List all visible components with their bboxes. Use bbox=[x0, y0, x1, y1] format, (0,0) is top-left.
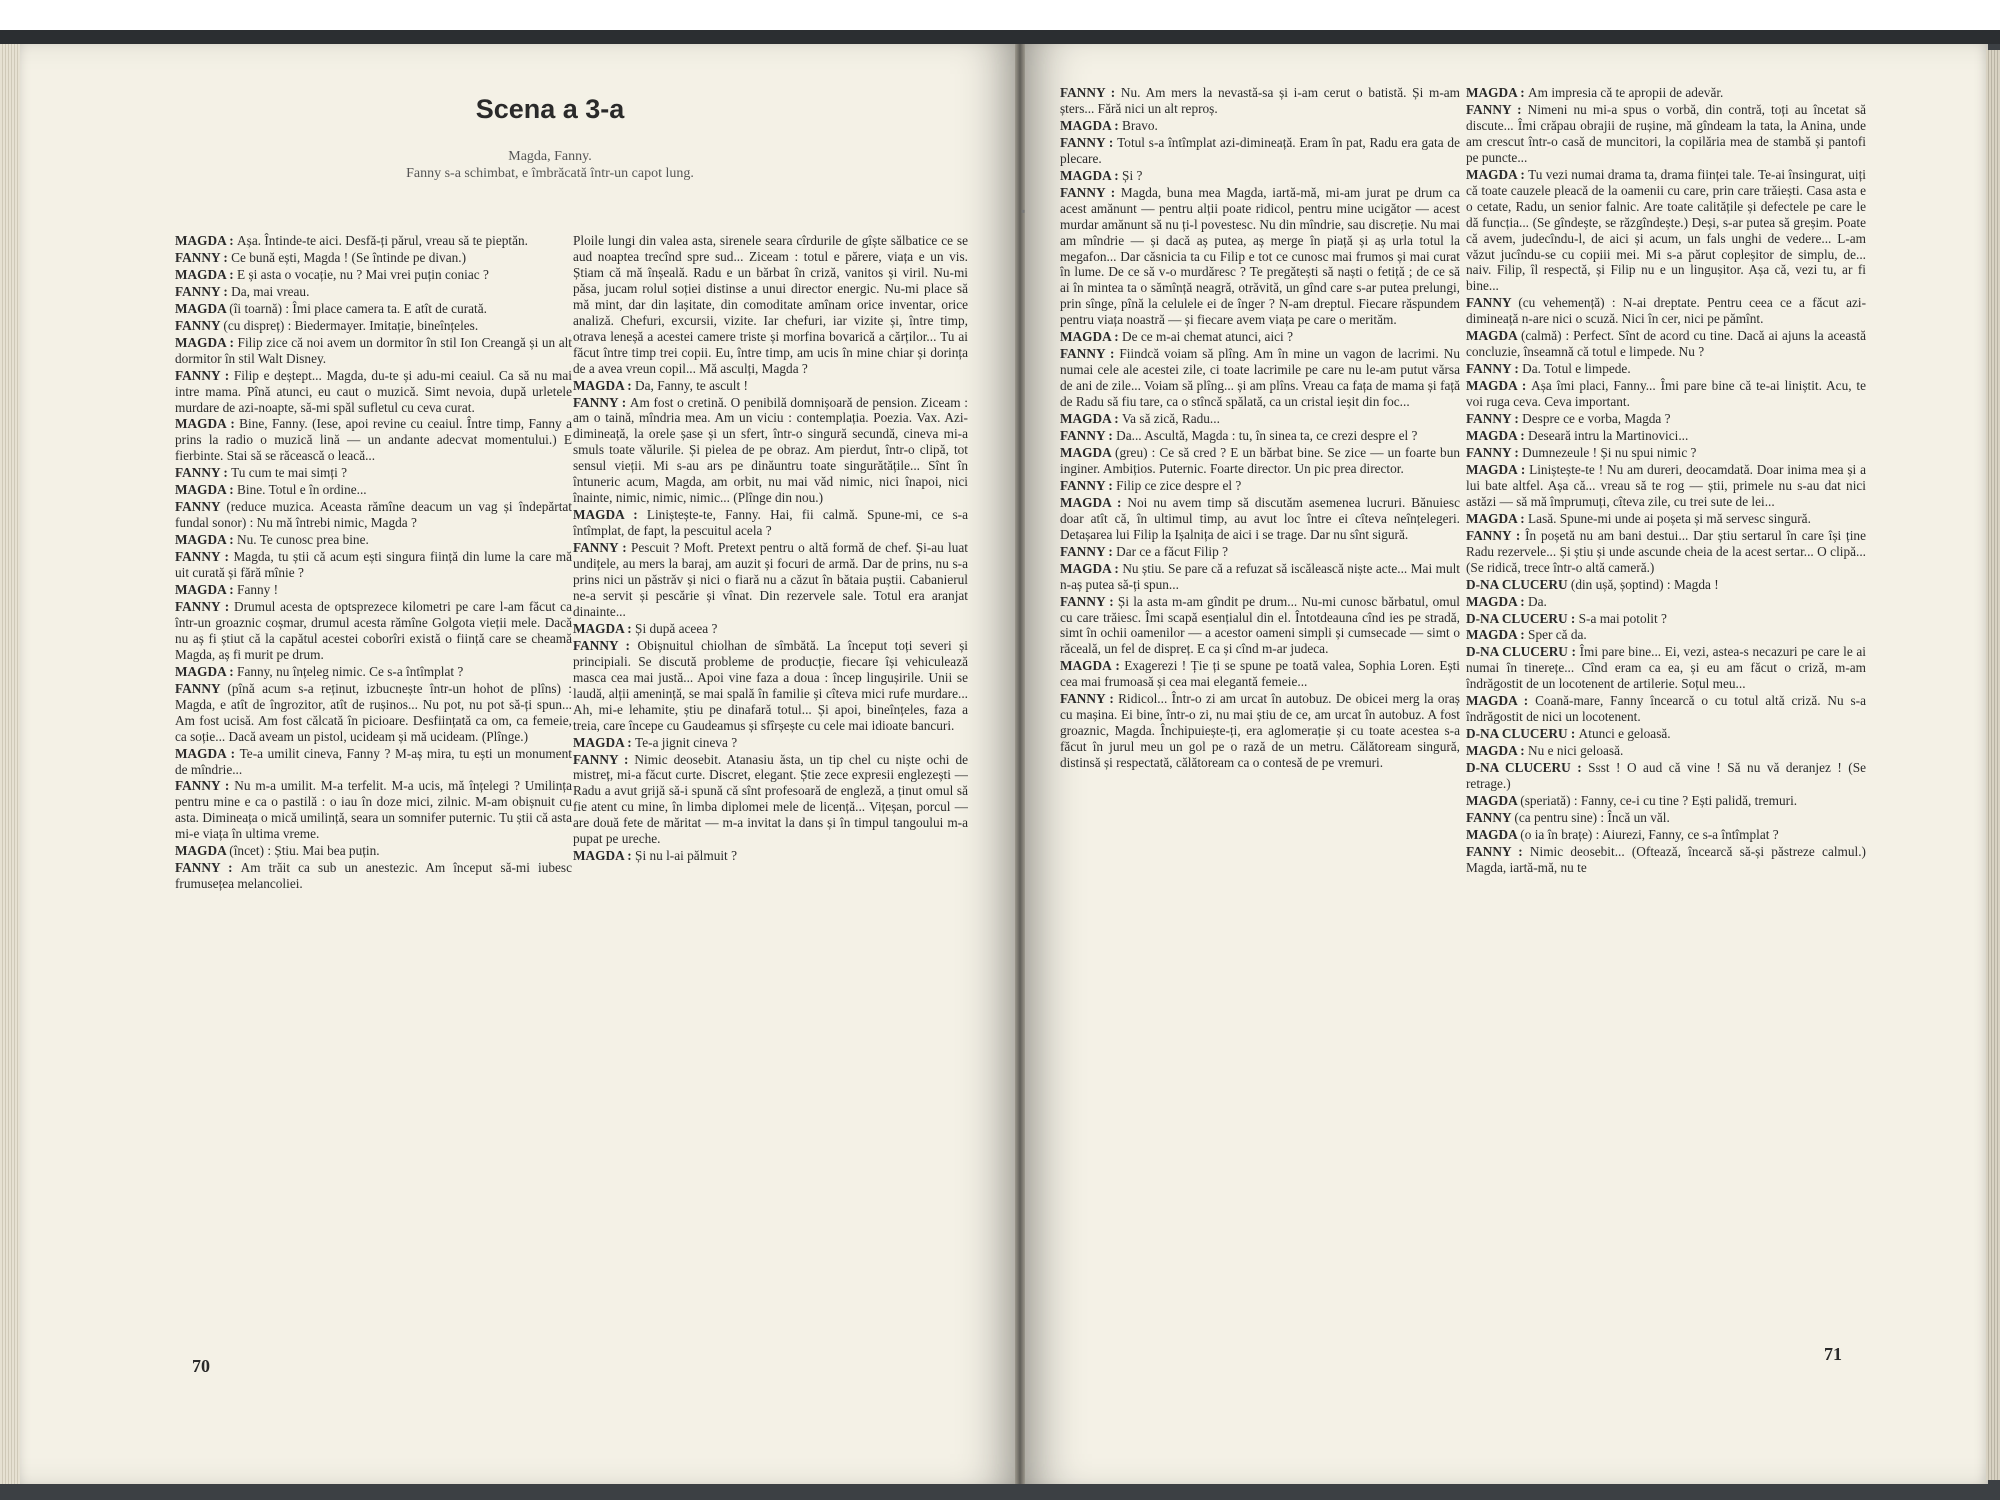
speaker-name: FANNY : bbox=[573, 394, 630, 410]
speaker-name: FANNY : bbox=[1466, 361, 1523, 377]
dialogue-text: (încet) : Știu. Mai bea puțin. bbox=[229, 843, 380, 859]
dialogue-line bbox=[1466, 411, 1866, 427]
dialogue-text: Atunci e geloasă. bbox=[1578, 726, 1671, 742]
page-number-left: 70 bbox=[192, 1356, 210, 1376]
speaker-name: MAGDA : bbox=[1060, 411, 1123, 427]
dialogue-text: Ridicol... Într-o zi am urcat în autobuz. De obicei merg la oraș cu mașina. Ei bine, într-o zi, nu mai știu de ce, am urcat în autobuz. A fost groaznic, Magda. Închipuiește-ți, era aglomerație și cu toate acestea s-a făcut în jurul meu un gol pe o rază de un metru. Călătoream singură, distinsă și respectată, călătoream ca o contesă de pe vremuri. bbox=[1060, 691, 1460, 771]
speaker-name: MAGDA : bbox=[175, 532, 238, 548]
dialogue-text: Filip zice că noi avem un dormitor în stil Ion Creangă și un alt dormitor în stil Walt Disney. bbox=[175, 334, 572, 366]
dialogue-line bbox=[175, 549, 572, 581]
speaker-name: D-NA CLUCERU : bbox=[1466, 726, 1579, 742]
dialogue-line bbox=[175, 582, 572, 598]
dialogue-line bbox=[1060, 658, 1460, 690]
dialogue-text: Filip ce zice despre el ? bbox=[1116, 477, 1242, 493]
dialogue-line bbox=[1466, 85, 1866, 101]
speaker-name: FANNY : bbox=[1060, 85, 1121, 100]
dialogue-line bbox=[175, 664, 572, 680]
dialogue-line bbox=[175, 233, 572, 249]
dialogue-line bbox=[175, 746, 572, 778]
dialogue-line bbox=[175, 465, 572, 481]
speaker-name: FANNY : bbox=[1060, 346, 1120, 362]
dialogue-text: (o ia în brațe) : Aiurezi, Fanny, ce s-a întîmplat ? bbox=[1520, 826, 1779, 842]
speaker-name: FANNY bbox=[1466, 809, 1515, 825]
dialogue-text: E și asta o vocație, nu ? Mai vrei puțin coniac ? bbox=[237, 266, 489, 282]
speaker-name: FANNY : bbox=[1466, 527, 1526, 543]
dialogue-line bbox=[175, 368, 572, 416]
dialogue-line bbox=[1466, 693, 1866, 725]
speaker-name: MAGDA bbox=[1466, 792, 1521, 808]
speaker-name: FANNY : bbox=[1466, 411, 1523, 427]
dialogue-line bbox=[1466, 378, 1866, 410]
dialogue-line bbox=[1466, 445, 1866, 461]
dialogue-text: Nimeni nu mi-a spus o vorbă, din contră, toți au încetat să discute... Îmi crăpau obrajii de rușine, mă gîndeam la tata, la Anina, unde am crescut într-o casă de muncitori, la copilăria mea de stambă și pantofi pe puncte... bbox=[1466, 101, 1866, 165]
dialogue-text: Bine. Totul e în ordine... bbox=[237, 482, 367, 498]
dialogue-line bbox=[1060, 346, 1460, 410]
speaker-name: FANNY : bbox=[175, 465, 232, 481]
speaker-name: FANNY : bbox=[1466, 444, 1523, 460]
dialogue-line bbox=[1466, 511, 1866, 527]
scene-characters bbox=[250, 148, 850, 182]
dialogue-text: S-a mai potolit ? bbox=[1578, 610, 1667, 626]
dialogue-line bbox=[1060, 118, 1460, 134]
dialogue-line bbox=[175, 499, 572, 531]
dialogue-text: Și după aceea ? bbox=[635, 620, 718, 636]
speaker-name: MAGDA : bbox=[175, 416, 240, 432]
dialogue-line bbox=[1466, 167, 1866, 295]
dialogue-text: Lasă. Spune-mi unde ai poșeta și mă servesc singură. bbox=[1528, 510, 1811, 526]
page-number-right: 71 bbox=[1824, 1344, 1842, 1364]
dialogue-line bbox=[1060, 478, 1460, 494]
dialogue-line bbox=[1060, 185, 1460, 329]
dialogue-text: Fanny, nu înțeleg nimic. Ce s-a întîmplat ? bbox=[237, 663, 464, 679]
dialogue-text: Nu. Am mers la nevastă-sa și i-am cerut o batistă. Și m-am șters... Fără nici un alt reproș. bbox=[1060, 85, 1460, 116]
left-page-column-2 bbox=[573, 233, 968, 1375]
speaker-name: MAGDA : bbox=[175, 663, 238, 679]
speaker-name: FANNY : bbox=[1060, 543, 1117, 559]
dialogue-line bbox=[573, 378, 968, 394]
speaker-name: D-NA CLUCERU bbox=[1466, 576, 1571, 592]
dialogue-line bbox=[175, 250, 572, 266]
speaker-name: MAGDA : bbox=[1466, 693, 1536, 709]
dialogue-text: Magda, tu știi că acum ești singura ființă din lume la care mă uit curată și fără mînie ? bbox=[175, 549, 572, 581]
scene-cast-line: Magda, Fanny. bbox=[508, 149, 592, 164]
dialogue-text: Drumul acesta de optsprezece kilometri pe care l-am făcut ca într-un groaznic coșmar, drumul acesta rămîne Golgota vieții mele. Dacă nu aș fi știut că la capătul acestei coborîri există o ființă care se cheamă Magda, aș fi murit pe drum. bbox=[175, 598, 572, 662]
dialogue-text: Deseară intru la Martinovici... bbox=[1528, 428, 1689, 444]
speaker-name: MAGDA : bbox=[1060, 117, 1123, 133]
dialogue-text: Coană-mare, Fanny încearcă o cu totul altă criză. Nu s-a îndrăgostit de nici un locotenent. bbox=[1466, 693, 1866, 725]
speaker-name: FANNY : bbox=[175, 367, 234, 383]
dialogue-text: Totul s-a întîmplat azi-dimineață. Eram în pat, Radu era gata de plecare. bbox=[1060, 134, 1460, 166]
speaker-name: FANNY : bbox=[175, 778, 235, 794]
dialogue-text: Da... Ascultă, Magda : tu, în sinea ta, ce crezi despre el ? bbox=[1116, 428, 1418, 444]
dialogue-text: Bravo. bbox=[1122, 117, 1158, 133]
dialogue-line bbox=[1466, 726, 1866, 742]
left-page-column-1 bbox=[175, 233, 572, 1375]
speaker-name: MAGDA bbox=[1466, 826, 1521, 842]
speaker-name: FANNY : bbox=[1060, 477, 1117, 493]
dialogue-line bbox=[175, 335, 572, 367]
speaker-name: MAGDA bbox=[175, 300, 230, 316]
speaker-name: MAGDA : bbox=[1466, 428, 1529, 444]
dialogue-line bbox=[1060, 411, 1460, 427]
speaker-name: MAGDA : bbox=[573, 848, 636, 864]
speaker-name: MAGDA : bbox=[1466, 85, 1529, 100]
speaker-name: MAGDA : bbox=[1466, 510, 1529, 526]
margin-mark: ▪ bbox=[1021, 204, 1026, 218]
dialogue-text: Exagerezi ! Ție ți se spune pe toată valea, Sophia Loren. Ești cea mai frumoasă și cea mai elegantă femeie... bbox=[1060, 658, 1460, 690]
dialogue-text: (pînă acum s-a reținut, izbucnește într-un hohot de plîns) : Magda, e atît de îngrozitor, atît de rușinos... Nu pot, nu pot să-ți spun... Am fost ucisă. Am fost călcată în picioare. Desființată ca om, ca femeie, ca soție... Dacă aveam un pistol, ucideam și mă ucideam. (Plînge.) bbox=[175, 680, 572, 744]
dialogue-text: Ssst ! O aud că vine ! Să nu vă deranjez ! (Se retrage.) bbox=[1466, 760, 1866, 792]
dialogue-line bbox=[1466, 577, 1866, 593]
speaker-name: D-NA CLUCERU : bbox=[1466, 610, 1579, 626]
dialogue-text: Tu vezi numai drama ta, drama ființei tale. Te-ai însingurat, uiți că toate cauzele pleacă de la oamenii cu care, prin care trăiești. Casa asta e o cetate, Radu, un senior falnic. Are toate calitățile și defectele pe care le dă funcția... (Se gîndește, se răzgîndește.) Deși, s-ar putea să greșim. Poate că avem, judecîndu-l, de aici și acum, un fals unghi de vedere... L-am văzut jucîndu-se cu copiii mei. Mi s-a părut copleșitor de simplu, de... naiv. Filip, îl respectă, și Filip nu e un lingușitor. Așa că, vezi tu, ar fi bine... bbox=[1466, 166, 1866, 294]
dialogue-line bbox=[175, 532, 572, 548]
dialogue-text: Nu m-a umilit. M-a terfelit. M-a ucis, mă înțelegi ? Umilința pentru mine e ca o pastilă : o iau în doze mici, zilnic. M-am obișnuit cu asta. Dimineața o mică umilință, seara un somnifer puternic. Tu știi că asta mi-e viața în ultima vreme. bbox=[175, 778, 572, 842]
dialogue-line bbox=[1060, 168, 1460, 184]
dialogue-text: (calmă) : Perfect. Sînt de acord cu tine. Dacă ai ajuns la această concluzie, înseamnă că totul e limpede. Nu ? bbox=[1466, 328, 1866, 360]
dialogue-line bbox=[1466, 743, 1866, 759]
dialogue-line bbox=[1060, 561, 1460, 593]
speaker-name: FANNY bbox=[175, 317, 224, 333]
speaker-name: MAGDA : bbox=[1466, 743, 1529, 759]
speaker-name: FANNY : bbox=[1466, 843, 1530, 859]
dialogue-line bbox=[573, 540, 968, 620]
dialogue-text: Ce bună ești, Magda ! (Se întinde pe divan.) bbox=[231, 249, 466, 265]
dialogue-line bbox=[1466, 102, 1866, 166]
speaker-name: MAGDA : bbox=[175, 745, 240, 761]
speaker-name: MAGDA bbox=[1466, 328, 1521, 344]
dialogue-text: Fiindcă voiam să plîng. Am în mine un vagon de lacrimi. Nu numai cele ale acestei zile, ci toate lacrimile pe care nu le-am putut vărsa de ani de zile... Voiam să plîng... și am plîns. Vreau ca fața de mama și față de Radu să fiu tare, ca o stîncă spălată, ca un cristal ieșit din foc... bbox=[1060, 346, 1460, 410]
dialogue-text: Da. Totul e limpede. bbox=[1522, 361, 1631, 377]
speaker-name: FANNY bbox=[175, 680, 228, 696]
dialogue-text: Așa îmi placi, Fanny... Îmi pare bine că te-ai liniștit. Acu, te voi ruga ceva. Ceva important. bbox=[1466, 378, 1866, 410]
dialogue-text: Te-a umilit cineva, Fanny ? M-aș mira, tu ești un monument de mîndrie... bbox=[175, 745, 572, 777]
dialogue-line bbox=[573, 507, 968, 539]
dialogue-text: (cu dispreț) : Biedermayer. Imitație, bineînțeles. bbox=[223, 317, 479, 333]
dialogue-text: Obișnuitul chiolhan de sîmbătă. La început toți severi și principiali. Se discută probleme de producție, fiecare își vehiculează masca cea mai justă... Apoi vine faza a doua : încep lingușirile. Unii se laudă, alții amenință, se mai spală în familie și cîteva mici rufe murdare... Ah, mi-e lehamite, știu pe dinafară totul... Și apoi, bineînțeles, faza a treia, care începe cu Gaudeamus și sfîrșește cu cele mai idioate bancuri. bbox=[573, 637, 968, 733]
dialogue-text: (ca pentru sine) : Încă un văl. bbox=[1514, 809, 1670, 825]
speaker-name: FANNY : bbox=[175, 598, 234, 614]
dialogue-line bbox=[1466, 611, 1866, 627]
dialogue-text: (din ușă, șoptind) : Magda ! bbox=[1570, 576, 1719, 592]
dialogue-line bbox=[1466, 528, 1866, 576]
dialogue-line bbox=[1466, 760, 1866, 792]
speaker-name: MAGDA : bbox=[175, 334, 238, 350]
dialogue-text: Filip e deștept... Magda, du-te și adu-mi ceaiul. Ca să nu mai intre mama. Pînă atunci, eu caut o muzică. Simt nevoia, după urletele murdare de azi-noapte, să-mi spăl sufletul cu ceva curat. bbox=[175, 367, 572, 415]
speaker-name: FANNY : bbox=[1060, 593, 1118, 609]
dialogue-text: Sper că da. bbox=[1528, 627, 1587, 643]
right-page-edges bbox=[1986, 50, 2000, 1480]
speaker-name: MAGDA : bbox=[1060, 658, 1125, 674]
speaker-name: MAGDA : bbox=[1466, 627, 1529, 643]
speaker-name: FANNY : bbox=[175, 549, 234, 565]
dialogue-text: Dumnezeule ! Și nu spui nimic ? bbox=[1522, 444, 1697, 460]
speaker-name: MAGDA : bbox=[175, 482, 238, 498]
dialogue-line bbox=[1060, 691, 1460, 771]
speaker-name: FANNY : bbox=[175, 283, 232, 299]
dialogue-line bbox=[175, 267, 572, 283]
dialogue-text: Nu. Te cunosc prea bine. bbox=[237, 532, 369, 548]
dialogue-line bbox=[1060, 329, 1460, 345]
speaker-name: FANNY : bbox=[573, 637, 638, 653]
speaker-name: MAGDA : bbox=[1466, 461, 1530, 477]
speaker-name: MAGDA : bbox=[573, 507, 647, 523]
dialogue-line bbox=[1060, 594, 1460, 658]
dialogue-line bbox=[1466, 810, 1866, 826]
dialogue-text: Noi nu avem timp să discutăm asemenea lucruri. Bănuiesc doar atît că, în ultimul timp, au avut loc între ei cîteva neînțelegeri. Detașarea lui Filip la Ișalnița de aici i se trage. Dar nu sînt sigură. bbox=[1060, 494, 1460, 542]
dialogue-line bbox=[1060, 428, 1460, 444]
dialogue-line bbox=[573, 735, 968, 751]
right-page-column-1 bbox=[1060, 85, 1460, 1325]
dialogue-text: (cu vehemență) : N-ai dreptate. Pentru ceea ce a făcut azi-dimineață n-are nici o scuză. Nici în cer, nici pe pămînt. bbox=[1466, 295, 1866, 327]
dialogue-line bbox=[1466, 844, 1866, 876]
scene-title: Scena a 3-a bbox=[475, 94, 625, 124]
dialogue-line bbox=[573, 848, 968, 864]
dialogue-text: Dar ce a făcut Filip ? bbox=[1116, 543, 1229, 559]
dialogue-line bbox=[175, 482, 572, 498]
speaker-name: MAGDA : bbox=[573, 734, 636, 750]
dialogue-line bbox=[1466, 644, 1866, 692]
dialogue-line bbox=[1466, 793, 1866, 809]
dialogue-line bbox=[175, 860, 572, 892]
speaker-name: FANNY : bbox=[1060, 184, 1121, 200]
speaker-name: MAGDA : bbox=[1060, 329, 1123, 345]
dialogue-line bbox=[1466, 361, 1866, 377]
dialogue-text: (reduce muzica. Aceasta rămîne deacum un vag și îndepărtat fundal sonor) : Nu mă întrebi nimic, Magda ? bbox=[175, 499, 572, 531]
dialogue-text: Bine, Fanny. (Iese, apoi revine cu ceaiul. Între timp, Fanny a prins la radio o muzică lină — un andante adecvat momentului.) E fierbinte. Stai să se răcească o leacă... bbox=[175, 416, 572, 464]
speaker-name: FANNY : bbox=[573, 540, 631, 556]
dialogue-text: Îmi pare bine... Ei, vezi, astea-s necazuri pe care le ai numai în tinerețe... Cînd eram ca ea, și eu am făcut o criză, m-am îndrăgostit de un locotenent de artilerie. Soțul meu... bbox=[1466, 644, 1866, 692]
book-gutter bbox=[1015, 44, 1025, 1484]
dialogue-text: Fanny ! bbox=[237, 582, 279, 598]
speaker-name: MAGDA : bbox=[175, 582, 238, 598]
dialogue-line bbox=[175, 843, 572, 859]
dialogue-text: Nu știu. Se pare că a refuzat să iscălească niște acte... Mai mult n-aș putea să-ți spun... bbox=[1060, 560, 1460, 592]
dialogue-text: Te-a jignit cineva ? bbox=[635, 734, 738, 750]
speaker-name: FANNY : bbox=[175, 860, 241, 876]
dialogue-text: Pescuit ? Moft. Pretext pentru o altă formă de chef. Și-au luat undițele, au mers la baraj, am auzit și focuri de armă. Dar de prins, nu s-a prins nici un păstrăv și nici o fiară nu a căzut în bătaia puștii. Cabanierul ne-a servit și pescărie și vînat. Din rezervele sale. Totul era aranjat dinainte... bbox=[573, 540, 968, 619]
dialogue-text: Da, mai vreau. bbox=[231, 283, 310, 299]
dialogue-line bbox=[175, 599, 572, 663]
dialogue-line bbox=[1466, 462, 1866, 510]
speaker-name: FANNY : bbox=[1466, 101, 1528, 117]
dialogue-text: Da. bbox=[1528, 593, 1547, 609]
dialogue-line bbox=[1466, 594, 1866, 610]
scene-direction-line: Fanny s-a schimbat, e îmbrăcată într-un capot lung. bbox=[406, 166, 694, 181]
dialogue-text: Liniștește-te ! Nu am dureri, deocamdată. Doar inima mea și a lui bate altfel. Așa că... vreau să te rog — știi, primele nu s-au dat nici astăzi — să mă împrumuți, cîteva zile, cu trei sute de lei... bbox=[1466, 461, 1866, 509]
dialogue-line bbox=[1060, 495, 1460, 543]
speaker-name: MAGDA : bbox=[573, 377, 636, 393]
dialogue-text: Ploile lungi din valea asta, sirenele seara cîrdurile de gîște sălbatice ce se aud noaptea trecînd spre sud... Ziceam : totul e părere, viața e un vis. Știam că mă înșeală. Radu e un bărbat în criză, vanitos și viril. Nu-mi păsa, jucam rolul soției distinse a unui director energic. Nu-mi place să mă mint, dar din lașitate, din comoditate amînam orice inventar, orice analiză. Chefuri, excursii, vizite. Iar chefuri, iar vizite și, între timp, otrava leneșă a acestei camere triste și morfina bovarică a cărților... Tu ai făcut între timp trei copii. Eu, între timp, am ucis în mine chiar și dorința de a avea vreun copil... Mă asculți, Magda ? bbox=[573, 233, 968, 376]
dialogue-line bbox=[1466, 827, 1866, 843]
dialogue-line bbox=[573, 752, 968, 848]
dialogue-text: Despre ce e vorba, Magda ? bbox=[1522, 411, 1671, 427]
speaker-name: MAGDA : bbox=[1060, 167, 1123, 183]
speaker-name: FANNY : bbox=[573, 751, 635, 767]
dialogue-line bbox=[573, 395, 968, 507]
dialogue-line bbox=[175, 681, 572, 745]
dialogue-text: Da, Fanny, te ascult ! bbox=[635, 377, 748, 393]
speaker-name: MAGDA : bbox=[1466, 378, 1532, 394]
dialogue-text: În poșetă nu am bani destui... Dar știu sertarul în care își ține Radu rezervele... Și știu și unde ascunde cheia de la acest sertar... O clipă... (Se ridică, trece într-o altă cameră.) bbox=[1466, 527, 1866, 575]
speaker-name: FANNY : bbox=[175, 249, 232, 265]
speaker-name: D-NA CLUCERU : bbox=[1466, 760, 1589, 776]
dialogue-text: Am impresia că te apropii de adevăr. bbox=[1528, 85, 1724, 100]
speaker-name: MAGDA : bbox=[1060, 560, 1123, 576]
dialogue-line bbox=[1060, 445, 1460, 477]
dialogue-line bbox=[1466, 428, 1866, 444]
left-page-edges bbox=[0, 44, 20, 1484]
dialogue-line bbox=[175, 301, 572, 317]
speaker-name: MAGDA bbox=[1060, 444, 1116, 460]
dialogue-line bbox=[1466, 328, 1866, 360]
speaker-name: FANNY bbox=[1466, 295, 1519, 311]
speaker-name: D-NA CLUCERU : bbox=[1466, 644, 1580, 660]
dialogue-line bbox=[175, 284, 572, 300]
dialogue-text: Am fost o cretină. O penibilă domnișoară de pension. Ziceam : am o taină, mîndria mea. Am un viciu : contemplația. Poezia. Vax. Azi-dimineață, la orele șase și un sfert, într-o singură secundă, cineva mi-a smuls toate vălurile. Și pielea de pe obraz. Am pierdut, într-o clipă, tot sensul vieții. Mi s-au ars pe dinăuntru toate singurătățile... Sînt în întuneric acum, Magda, am orbit, nu mai văd nimic, nici înapoi, nici înainte, nimic, nimic, nimic... (Plînge din nou.) bbox=[573, 394, 968, 506]
dialogue-line bbox=[175, 778, 572, 842]
dialogue-line bbox=[1466, 295, 1866, 327]
dialogue-text: Nimic deosebit. Atanasiu ăsta, un tip chel cu niște ochi de mistreț, mi-a făcut curte. Discret, elegant. Știe zece expresii englezești — Radu a avut grijă să-i spună că sînt profesoară de engleză, a ținut omul să fie atent cu mine, în limba diplomei mele de licență... Vițeșan, porcul — are două fete de măritat — m-a invitat la dans și în timpul tangoului m-a pupat pe ureche. bbox=[573, 751, 968, 847]
dialogue-line bbox=[1060, 135, 1460, 167]
dialogue-line bbox=[1060, 85, 1460, 117]
dialogue-line bbox=[175, 318, 572, 334]
dialogue-text: Așa. Întinde-te aici. Desfă-ți părul, vreau să te pieptăn. bbox=[237, 233, 528, 248]
dialogue-line bbox=[573, 233, 968, 377]
dialogue-line bbox=[1466, 627, 1866, 643]
dialogue-text: Liniștește-te, Fanny. Hai, fii calmă. Spune-mi, ce s-a întîmplat, de fapt, la pescuitul acela ? bbox=[573, 507, 968, 539]
speaker-name: MAGDA : bbox=[1466, 166, 1529, 182]
dialogue-text: Și la asta m-am gîndit pe drum... Nu-mi cunosc bărbatul, omul cu care trăiesc. Îmi scapă esențialul din el. Întotdeauna cînd ies pe stradă, simt în ochii oamenilor — a acestor oameni simpli și cumsecade — simt o răceală, un fel de dispreț. E ca și cînd m-ar judeca. bbox=[1060, 593, 1460, 657]
dialogue-text: Am trăit ca sub un anestezic. Am început să-mi iubesc frumusețea melancoliei. bbox=[175, 860, 572, 892]
speaker-name: FANNY bbox=[175, 499, 227, 515]
speaker-name: MAGDA : bbox=[175, 266, 238, 282]
dialogue-line bbox=[175, 416, 572, 464]
speaker-name: FANNY : bbox=[1060, 428, 1117, 444]
dialogue-text: Nu e nici geloasă. bbox=[1528, 743, 1624, 759]
dialogue-text: Va să zică, Radu... bbox=[1122, 411, 1220, 427]
speaker-name: MAGDA : bbox=[573, 620, 636, 636]
speaker-name: MAGDA bbox=[175, 843, 230, 859]
dialogue-text: Nimic deosebit... (Oftează, încearcă să-și păstreze calmul.) Magda, iartă-mă, nu te bbox=[1466, 843, 1866, 875]
dialogue-line bbox=[1060, 544, 1460, 560]
dialogue-line bbox=[573, 638, 968, 734]
speaker-name: MAGDA : bbox=[175, 233, 238, 248]
cover-top-edge bbox=[0, 30, 2000, 44]
dialogue-line bbox=[573, 621, 968, 637]
speaker-name: MAGDA : bbox=[1466, 593, 1529, 609]
speaker-name: FANNY : bbox=[1060, 134, 1118, 150]
right-page-column-2 bbox=[1466, 85, 1866, 1325]
speaker-name: MAGDA : bbox=[1060, 494, 1128, 510]
dialogue-text: Și ? bbox=[1122, 167, 1143, 183]
dialogue-text: Tu cum te mai simți ? bbox=[231, 465, 347, 481]
dialogue-text: Și nu l-ai pălmuit ? bbox=[635, 848, 737, 864]
speaker-name: FANNY : bbox=[1060, 691, 1119, 707]
dialogue-text: (îi toarnă) : Îmi place camera ta. E atît de curată. bbox=[229, 300, 487, 316]
dialogue-text: (greu) : Ce să cred ? E un bărbat bine. Se zice — un foarte bun inginer. Ambițios. Puternic. Foarte director. Un pic prea director. bbox=[1060, 444, 1460, 476]
dialogue-text: (speriată) : Fanny, ce-i cu tine ? Ești palidă, tremuri. bbox=[1520, 792, 1798, 808]
dialogue-text: De ce m-ai chemat atunci, aici ? bbox=[1122, 329, 1293, 345]
dialogue-text: Magda, buna mea Magda, iartă-mă, mi-am jurat pe drum ca acest amănunt — pentru alții poate ridicol, pentru mine ucigător — acest murdar amănunt să nu ți-l povestesc. Nu din mîndrie, sau discreție. Nu mai am mîndrie — și dacă aș putea, aș merge în piață și aș urla totul la megafon... Dar căsnicia ta cu Filip e tot ce cunosc mai frumos și mai curat în lume. De ce să v-o murdăresc ? Te pregătești să naști o fetiță ; de ce să ai în mintea ta o sămînță neagră, otrăvită, un gînd care s-ar putea prelungi, prin sînge, pînă la celulele ei de înger ? N-am dreptul. Fiecare răspundem pentru viața noastră — și fiecare avem viața pe care o merităm. bbox=[1060, 184, 1460, 328]
